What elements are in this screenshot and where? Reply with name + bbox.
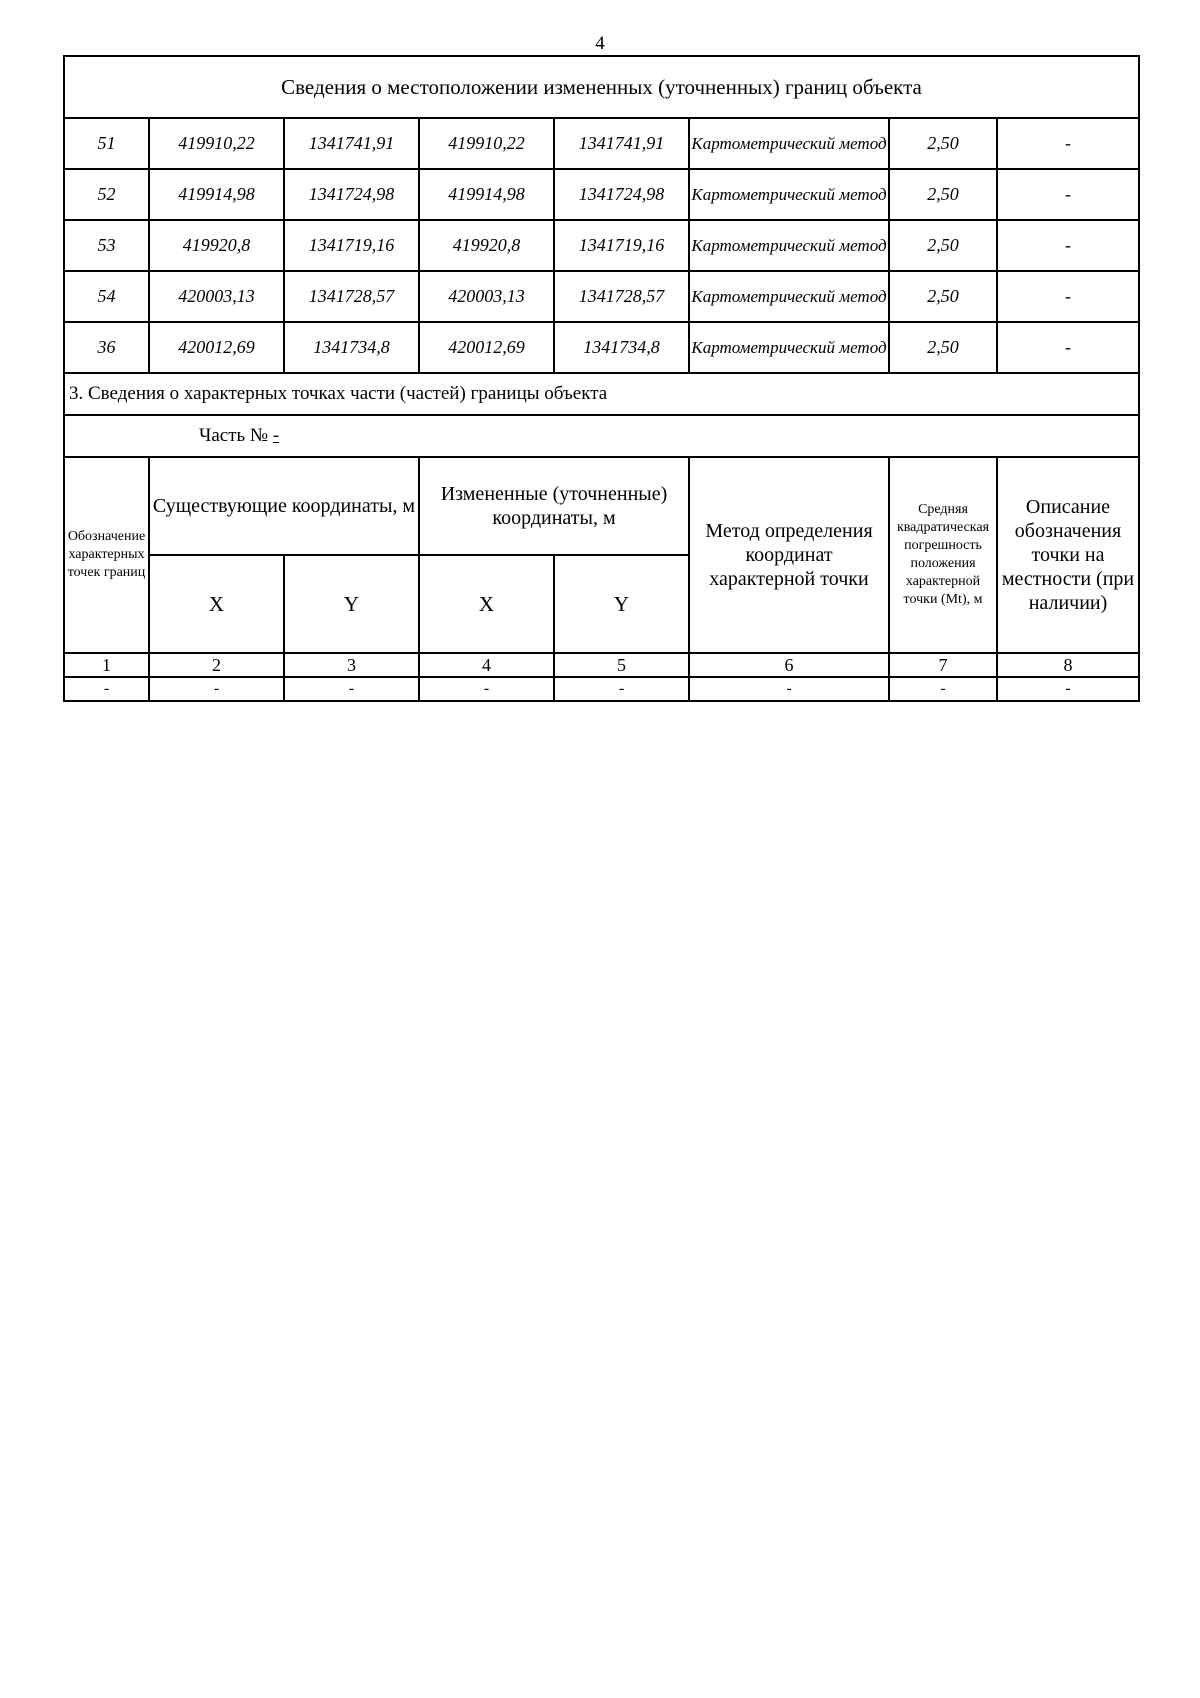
empty-cell: - (689, 677, 889, 701)
empty-cell: - (64, 677, 149, 701)
cell-x-changed: 420003,13 (419, 271, 554, 322)
cell-y-changed: 1341741,91 (554, 118, 689, 169)
cell-error: 2,50 (889, 322, 997, 373)
cell-point: 53 (64, 220, 149, 271)
cell-x-existing: 419914,98 (149, 169, 284, 220)
cell-point: 52 (64, 169, 149, 220)
column-number: 1 (64, 653, 149, 677)
cell-y-existing: 1341724,98 (284, 169, 419, 220)
cell-method: Картометрический метод (689, 271, 889, 322)
cell-description: - (997, 271, 1139, 322)
cell-description: - (997, 220, 1139, 271)
column-number: 6 (689, 653, 889, 677)
cell-point: 36 (64, 322, 149, 373)
cell-method: Картометрический метод (689, 322, 889, 373)
cell-error: 2,50 (889, 169, 997, 220)
column-numbers-row (64, 653, 1139, 677)
column-number: 2 (149, 653, 284, 677)
cell-description: - (997, 322, 1139, 373)
column-number: 3 (284, 653, 419, 677)
cell-x-existing: 420003,13 (149, 271, 284, 322)
header-y-existing: Y (284, 555, 419, 653)
cell-point: 54 (64, 271, 149, 322)
table-title: Сведения о местоположении измененных (уточненных) границ объекта (64, 56, 1139, 118)
empty-cell: - (149, 677, 284, 701)
header-y-changed: Y (554, 555, 689, 653)
table-row (64, 118, 1139, 169)
cell-x-changed: 419914,98 (419, 169, 554, 220)
part-label: Часть № (199, 425, 269, 446)
table-row (64, 322, 1139, 373)
header-x-existing: X (149, 555, 284, 653)
header-error: Средняя квадратическая погрешность положения характерной точки (Mt), м (889, 457, 997, 653)
cell-method: Картометрический метод (689, 169, 889, 220)
column-number: 5 (554, 653, 689, 677)
empty-cell: - (284, 677, 419, 701)
empty-cell: - (419, 677, 554, 701)
cell-error: 2,50 (889, 220, 997, 271)
cell-x-changed: 420012,69 (419, 322, 554, 373)
cell-description: - (997, 118, 1139, 169)
cell-point: 51 (64, 118, 149, 169)
cell-x-existing: 419910,22 (149, 118, 284, 169)
cell-y-existing: 1341741,91 (284, 118, 419, 169)
part-row (64, 415, 1139, 457)
cell-y-existing: 1341728,57 (284, 271, 419, 322)
empty-cell: - (554, 677, 689, 701)
empty-cell: - (997, 677, 1139, 701)
cell-description: - (997, 169, 1139, 220)
cell-x-changed: 419910,22 (419, 118, 554, 169)
cell-y-existing: 1341734,8 (284, 322, 419, 373)
part-value: - (272, 425, 280, 446)
table-row (64, 677, 1139, 701)
column-number: 7 (889, 653, 997, 677)
header-existing: Существующие координаты, м (149, 457, 419, 555)
cell-y-changed: 1341724,98 (554, 169, 689, 220)
header-designation: Обозначение характерных точек границ (64, 457, 149, 653)
cell-y-changed: 1341734,8 (554, 322, 689, 373)
table-row (64, 220, 1139, 271)
cell-error: 2,50 (889, 118, 997, 169)
header-method: Метод определения координат характерной точки (689, 457, 889, 653)
cell-method: Картометрический метод (689, 118, 889, 169)
section-3-title: 3. Сведения о характерных точках части (частей) границы объекта (64, 373, 1139, 415)
cell-y-changed: 1341728,57 (554, 271, 689, 322)
empty-cell: - (889, 677, 997, 701)
column-number: 4 (419, 653, 554, 677)
column-number: 8 (997, 653, 1139, 677)
header-x-changed: X (419, 555, 554, 653)
cell-y-changed: 1341719,16 (554, 220, 689, 271)
cell-x-existing: 419920,8 (149, 220, 284, 271)
cell-x-existing: 420012,69 (149, 322, 284, 373)
cell-error: 2,50 (889, 271, 997, 322)
table-row (64, 169, 1139, 220)
page-number: 4 (595, 33, 605, 54)
cell-method: Картометрический метод (689, 220, 889, 271)
boundary-table (63, 55, 1140, 702)
header-changed: Измененные (уточненные) координаты, м (419, 457, 689, 555)
table-row (64, 271, 1139, 322)
cell-x-changed: 419920,8 (419, 220, 554, 271)
cell-y-existing: 1341719,16 (284, 220, 419, 271)
header-description: Описание обозначения точки на местности (при наличии) (997, 457, 1139, 653)
